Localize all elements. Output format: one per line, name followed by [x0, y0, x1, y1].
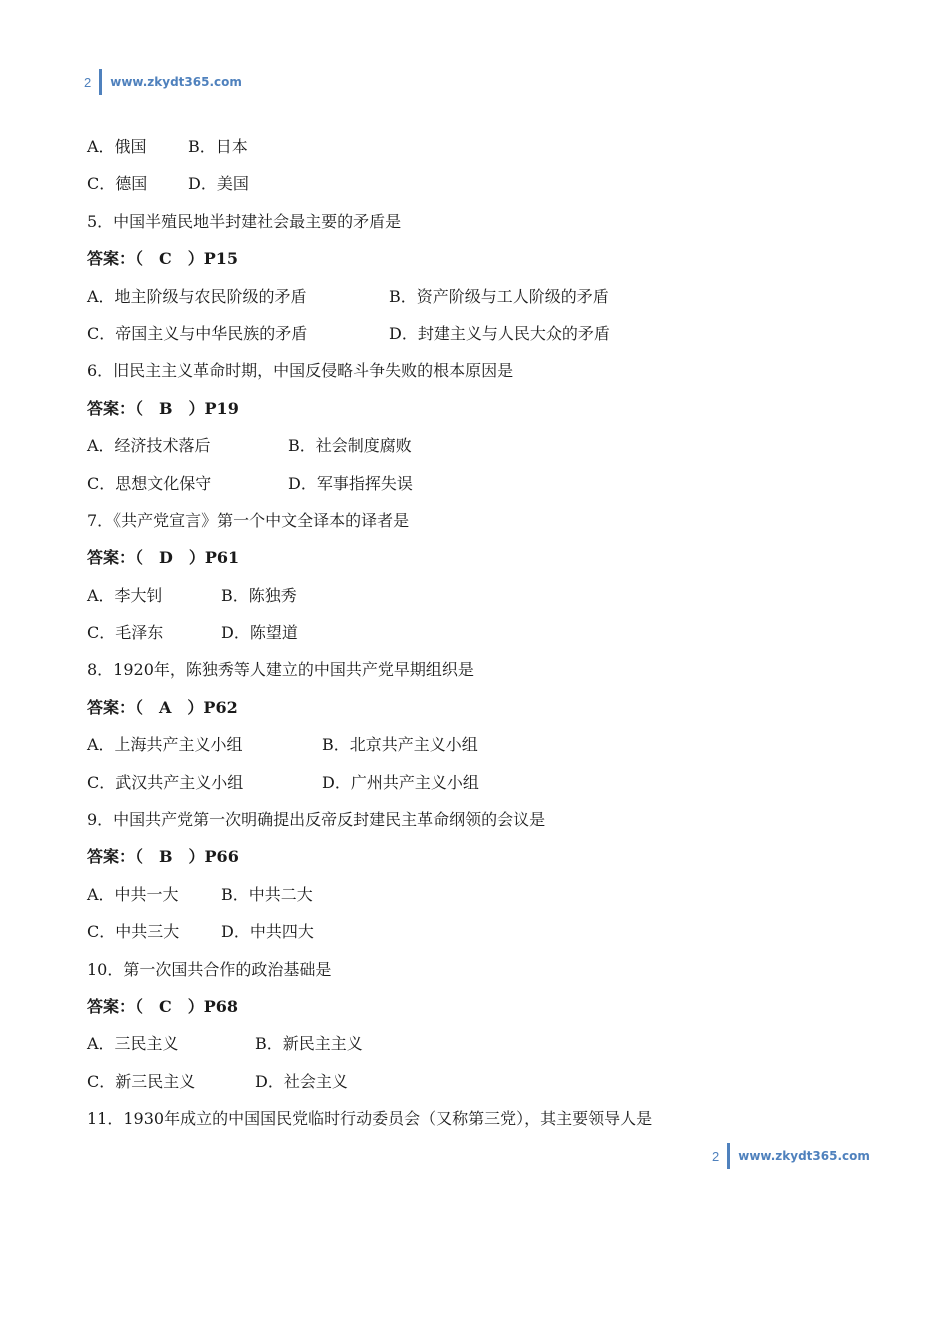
option-left: C．帝国主义与中华民族的矛盾 — [87, 323, 308, 343]
header-site-url: www.zkydt365.com — [110, 75, 242, 89]
option-left: C．德国 — [87, 174, 148, 194]
question-text: 10．第一次国共合作的政治基础是 — [87, 959, 332, 979]
option-right: B．陈独秀 — [221, 585, 297, 605]
page-footer — [712, 1143, 870, 1169]
answer-line — [87, 390, 887, 427]
option-left: C．思想文化保守 — [87, 473, 212, 493]
option-right: D．美国 — [188, 174, 249, 194]
answer-line — [87, 240, 887, 277]
option-right: D．社会主义 — [255, 1071, 348, 1091]
option-row — [87, 913, 887, 950]
option-row — [87, 614, 887, 651]
question-line — [87, 352, 887, 389]
question-text: 9．中国共产党第一次明确提出反帝反封建民主革命纲领的会议是 — [87, 810, 546, 830]
option-row — [87, 1025, 887, 1062]
option-left: A．经济技术落后 — [87, 436, 211, 456]
question-line — [87, 203, 887, 240]
option-right: B．资产阶级与工人阶级的矛盾 — [389, 286, 609, 306]
question-text: 8．1920年，陈独秀等人建立的中国共产党早期组织是 — [87, 660, 474, 680]
footer-divider — [727, 1143, 730, 1169]
option-left: A．李大钊 — [87, 585, 163, 605]
option-right: D．军事指挥失误 — [288, 473, 413, 493]
option-right: B．中共二大 — [221, 884, 313, 904]
answer-text: 答案：（ B ）P19 — [87, 398, 239, 418]
answer-text: 答案：（ B ）P66 — [87, 847, 239, 867]
answer-line — [87, 689, 887, 726]
header-divider — [99, 69, 102, 95]
question-text: 5．中国半殖民地半封建社会最主要的矛盾是 — [87, 211, 402, 231]
question-line — [87, 1100, 887, 1137]
option-left: A．三民主义 — [87, 1034, 179, 1054]
option-left: C．中共三大 — [87, 922, 180, 942]
option-left: A．中共一大 — [87, 884, 179, 904]
option-left: C．武汉共产主义小组 — [87, 772, 244, 792]
answer-line — [87, 988, 887, 1025]
option-row — [87, 278, 887, 315]
option-row — [87, 165, 887, 202]
question-list — [87, 128, 887, 1138]
option-left: A．地主阶级与农民阶级的矛盾 — [87, 286, 307, 306]
option-right: B．社会制度腐败 — [288, 436, 412, 456]
option-row — [87, 726, 887, 763]
option-right: D．陈望道 — [221, 623, 298, 643]
answer-text: 答案：（ A ）P62 — [87, 697, 238, 717]
option-right: D．中共四大 — [221, 922, 314, 942]
answer-text: 答案：（ D ）P61 — [87, 548, 240, 568]
option-row — [87, 427, 887, 464]
option-row — [87, 876, 887, 913]
answer-text: 答案：（ C ）P15 — [87, 249, 239, 269]
question-text: 7．《共产党宣言》第一个中文全译本的译者是 — [87, 510, 410, 530]
option-left: C．毛泽东 — [87, 623, 164, 643]
question-text: 11．1930年成立的中国国民党临时行动委员会（又称第三党），其主要领导人是 — [87, 1109, 653, 1129]
header-page-number: 2 — [84, 74, 92, 90]
option-right: D．封建主义与人民大众的矛盾 — [389, 323, 610, 343]
question-line — [87, 801, 887, 838]
footer-site-url: www.zkydt365.com — [738, 1149, 870, 1163]
option-left: C．新三民主义 — [87, 1071, 196, 1091]
option-row — [87, 315, 887, 352]
option-row — [87, 1063, 887, 1100]
question-text: 6．旧民主主义革命时期，中国反侵略斗争失败的根本原因是 — [87, 361, 514, 381]
option-right: B．北京共产主义小组 — [322, 735, 478, 755]
answer-line — [87, 539, 887, 576]
page-header — [84, 69, 242, 95]
option-row — [87, 764, 887, 801]
question-line — [87, 951, 887, 988]
question-line — [87, 502, 887, 539]
answer-text: 答案：（ C ）P68 — [87, 996, 239, 1016]
option-row — [87, 128, 887, 165]
question-line — [87, 651, 887, 688]
footer-page-number: 2 — [712, 1148, 720, 1164]
option-row — [87, 577, 887, 614]
option-right: B．新民主主义 — [255, 1034, 363, 1054]
answer-line — [87, 838, 887, 875]
option-row — [87, 465, 887, 502]
option-left: A．上海共产主义小组 — [87, 735, 243, 755]
option-right: B．日本 — [188, 137, 248, 156]
option-right: D．广州共产主义小组 — [322, 772, 479, 792]
option-left: A．俄国 — [87, 137, 147, 156]
